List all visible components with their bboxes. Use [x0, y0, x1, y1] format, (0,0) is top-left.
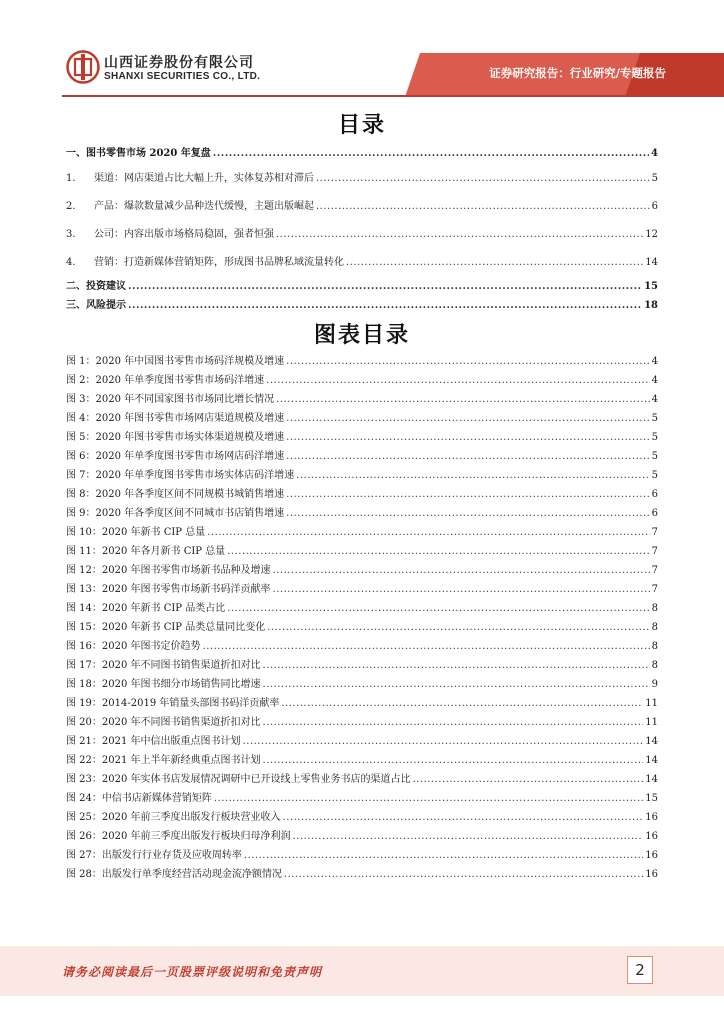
figure-item-page: 6: [651, 508, 658, 519]
toc-item[interactable]: [66, 299, 658, 313]
figure-item-label: 图 25：2020 年前三季度出版发行板块营业收入: [66, 812, 281, 823]
leader-dots: [273, 583, 650, 597]
figure-item-page: 5: [651, 432, 658, 443]
leader-dots: [316, 200, 650, 214]
figure-item-label: 图 12：2020 年图书零售市场新书品种及增速: [66, 565, 271, 576]
leader-dots: [276, 228, 643, 242]
leader-dots: [203, 640, 650, 654]
leader-dots: [293, 830, 644, 844]
figure-item-page: 14: [645, 736, 658, 747]
figure-item[interactable]: [66, 811, 658, 825]
figure-item-page: 8: [651, 622, 658, 633]
figure-item-label: 图 14：2020 年新书 CIP 品类占比: [66, 603, 226, 614]
leader-dots: [267, 621, 649, 635]
figure-item[interactable]: [66, 355, 658, 369]
figure-item-page: 4: [651, 394, 658, 405]
figure-item-page: 16: [645, 812, 658, 823]
figure-item-page: 9: [651, 679, 658, 690]
toc-item-label: 营销：打造新媒体营销矩阵，形成图书品牌私域流量转化: [94, 257, 344, 268]
figure-item[interactable]: [66, 849, 658, 863]
figure-item[interactable]: [66, 830, 658, 844]
company-name-cn: 山西证券股份有限公司: [104, 55, 254, 71]
toc-item[interactable]: [66, 228, 658, 242]
figure-item[interactable]: [66, 545, 658, 559]
leader-dots: [286, 488, 649, 502]
leader-dots: [286, 355, 649, 369]
figure-item[interactable]: [66, 868, 658, 882]
figure-item-label: 图 16：2020 年图书定价趋势: [66, 641, 201, 652]
figure-item-label: 图 23：2020 年实体书店发展情况调研中已开设线上零售业务书店的渠道占比: [66, 774, 411, 785]
figure-item-label: 图 28：出版发行单季度经营活动现金流净额情况: [66, 869, 282, 880]
figure-item[interactable]: [66, 792, 658, 806]
leader-dots: [286, 507, 649, 521]
figure-item-page: 15: [645, 793, 658, 804]
figure-item-page: 7: [651, 565, 658, 576]
company-name-en: SHANXI SECURITIES CO., LTD.: [104, 71, 261, 82]
figure-item[interactable]: [66, 526, 658, 540]
figure-item-page: 16: [645, 869, 658, 880]
leader-dots: [286, 431, 649, 445]
leader-dots: [413, 773, 644, 787]
figure-item-label: 图 24：中信书店新媒体营销矩阵: [66, 793, 212, 804]
toc-item[interactable]: [66, 172, 658, 186]
leader-dots: [281, 697, 643, 711]
figure-item-page: 8: [651, 641, 658, 652]
toc-item-page: 12: [645, 229, 658, 240]
figure-item-label: 图 1：2020 年中国图书零售市场码洋规模及增速: [66, 356, 285, 367]
page-footer: [0, 946, 724, 996]
figure-item-label: 图 22：2021 年上半年新经典重点图书计划: [66, 755, 261, 766]
toc-item-label: 公司：内容出版市场格局稳固，强者恒强: [94, 229, 274, 240]
toc-item-number: 1.: [66, 173, 76, 184]
leader-dots: [128, 299, 642, 313]
toc-item-label: 产品：爆款数量减少品种迭代缓慢，主题出版崛起: [94, 201, 314, 212]
leader-dots: [283, 811, 644, 825]
figure-item-page: 16: [645, 831, 658, 842]
leader-dots: [286, 450, 649, 464]
toc-item-page: 4: [651, 148, 658, 159]
toc-item-page: 6: [651, 201, 658, 212]
figure-item-page: 5: [651, 413, 658, 424]
figure-item-page: 7: [651, 546, 658, 557]
figure-item[interactable]: [66, 602, 658, 616]
company-logo-icon: [66, 50, 100, 84]
figure-item[interactable]: [66, 393, 658, 407]
figure-item-page: 7: [651, 584, 658, 595]
page-number: 2: [627, 956, 653, 984]
disclaimer-notice: 请务必阅读最后一页股票评级说明和免责声明: [62, 965, 323, 979]
toc-item-page: 15: [644, 281, 658, 292]
leader-dots: [243, 735, 644, 749]
figure-item[interactable]: [66, 678, 658, 692]
figure-item[interactable]: [66, 583, 658, 597]
toc-item[interactable]: [66, 280, 658, 294]
figure-item[interactable]: [66, 488, 658, 502]
figure-item-page: 5: [651, 470, 658, 481]
figure-item[interactable]: [66, 773, 658, 787]
figure-item-page: 14: [645, 774, 658, 785]
figure-item[interactable]: [66, 564, 658, 578]
figure-item-page: 7: [651, 527, 658, 538]
toc-item-number: 2.: [66, 201, 76, 212]
leader-dots: [316, 172, 650, 186]
toc-item-page: 14: [645, 257, 658, 268]
figure-item[interactable]: [66, 412, 658, 426]
figure-item-page: 8: [651, 603, 658, 614]
figure-item-page: 11: [645, 698, 658, 709]
leader-dots: [214, 792, 643, 806]
leader-dots: [346, 256, 643, 270]
leader-dots: [227, 602, 649, 616]
figure-item[interactable]: [66, 716, 658, 730]
toc-item-page: 18: [644, 300, 658, 311]
figure-item-label: 图 18：2020 年图书细分市场销售同比增速: [66, 679, 261, 690]
toc-item-label: 渠道：网店渠道占比大幅上升，实体复苏相对滞后: [94, 173, 314, 184]
toc-title: 目录: [337, 113, 386, 138]
toc-item[interactable]: [66, 147, 658, 161]
figure-item[interactable]: [66, 735, 658, 749]
leader-dots: [244, 849, 643, 863]
leader-dots: [286, 412, 649, 426]
figures-title: 图表目录: [313, 323, 410, 348]
leader-dots: [276, 393, 649, 407]
figure-item[interactable]: [66, 640, 658, 654]
figure-item[interactable]: [66, 659, 658, 673]
leader-dots: [227, 545, 649, 559]
figure-item[interactable]: [66, 754, 658, 768]
figure-item[interactable]: [66, 507, 658, 521]
figure-item-label: 图 21：2021 年中信出版重点图书计划: [66, 736, 241, 747]
figure-item[interactable]: [66, 374, 658, 388]
leader-dots: [273, 564, 650, 578]
figure-item-label: 图 5：2020 年图书零售市场实体渠道规模及增速: [66, 432, 285, 443]
leader-dots: [207, 526, 649, 540]
figure-item-label: 图 17：2020 年不同图书销售渠道折扣对比: [66, 660, 261, 671]
figure-item-label: 图 10：2020 年新书 CIP 总量: [66, 527, 206, 538]
figure-item-label: 图 2：2020 年单季度图书零售市场码洋增速: [66, 375, 265, 386]
toc-item-number: 4.: [66, 257, 76, 268]
figure-item[interactable]: [66, 450, 658, 464]
figure-item-page: 4: [651, 356, 658, 367]
figure-item-page: 11: [645, 717, 658, 728]
report-type-banner: [0, 0, 724, 100]
leader-dots: [263, 678, 650, 692]
header-divider: [62, 95, 724, 97]
figure-item-label: 图 20：2020 年不同图书销售渠道折扣对比: [66, 717, 261, 728]
figure-item-label: 图 19：2014-2019 年销量头部图书码洋贡献率: [66, 698, 280, 709]
figure-item[interactable]: [66, 697, 658, 711]
figure-item-page: 8: [651, 660, 658, 671]
figure-item-page: 16: [645, 850, 658, 861]
figure-item-label: 图 9：2020 年各季度区间不同城市书店销售增速: [66, 508, 285, 519]
figure-item-label: 图 11：2020 年各月新书 CIP 总量: [66, 546, 226, 557]
figure-item-label: 图 27：出版发行行业存货及应收周转率: [66, 850, 242, 861]
toc-item-page: 5: [651, 173, 658, 184]
figure-item-label: 图 4：2020 年图书零售市场网店渠道规模及增速: [66, 413, 285, 424]
toc-item-label: 一、图书零售市场 2020 年复盘: [66, 148, 211, 159]
figure-item-label: 图 15：2020 年新书 CIP 品类总量同比变化: [66, 622, 266, 633]
leader-dots: [263, 716, 644, 730]
leader-dots: [263, 659, 650, 673]
report-type: 证券研究报告：行业研究/专题报告: [489, 66, 666, 80]
figure-item-label: 图 7：2020 年单季度图书零售市场实体店码洋增速: [66, 470, 295, 481]
figure-item[interactable]: [66, 621, 658, 635]
toc-item[interactable]: [66, 200, 658, 214]
toc-item-label: 二、投资建议: [66, 281, 126, 292]
figure-item[interactable]: [66, 469, 658, 483]
page-header: [0, 0, 724, 100]
figure-item-label: 图 8：2020 年各季度区间不同规模书城销售增速: [66, 489, 285, 500]
figure-item-page: 4: [651, 375, 658, 386]
leader-dots: [296, 469, 649, 483]
figure-item-page: 14: [645, 755, 658, 766]
leader-dots: [266, 374, 649, 388]
figure-item-label: 图 3：2020 年不同国家图书市场同比增长情况: [66, 394, 275, 405]
toc-item-label: 三、风险提示: [66, 300, 126, 311]
leader-dots: [128, 280, 642, 294]
figure-item[interactable]: [66, 431, 658, 445]
figure-item-label: 图 6：2020 年单季度图书零售市场网店码洋增速: [66, 451, 285, 462]
figure-item-label: 图 26：2020 年前三季度出版发行板块归母净利润: [66, 831, 291, 842]
figure-item-page: 6: [651, 489, 658, 500]
leader-dots: [213, 147, 649, 161]
toc-item[interactable]: [66, 256, 658, 270]
leader-dots: [284, 868, 643, 882]
leader-dots: [263, 754, 644, 768]
toc-item-number: 3.: [66, 229, 76, 240]
figure-item-page: 5: [651, 451, 658, 462]
figure-item-label: 图 13：2020 年图书零售市场新书码洋贡献率: [66, 584, 271, 595]
